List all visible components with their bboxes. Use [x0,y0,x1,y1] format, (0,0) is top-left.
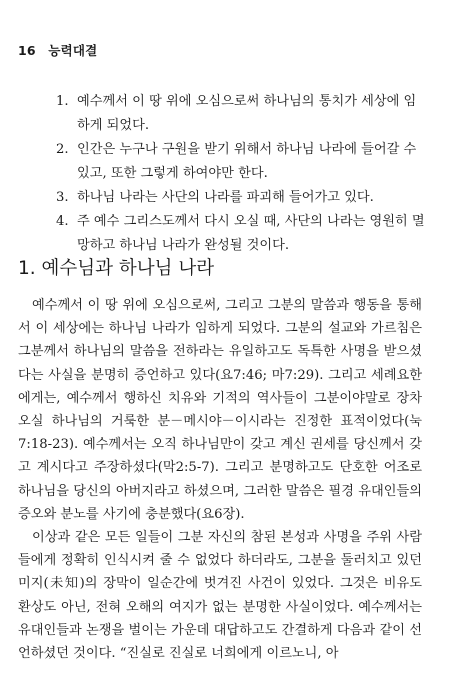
list-item-text: 하나님 나라는 사단의 나라를 파괴해 들어가고 있다. [77,190,374,205]
list-marker: 1. [56,94,69,109]
list-item [56,210,428,258]
list-item [56,138,428,186]
list-item [56,90,428,138]
paragraph: 예수께서 이 땅 위에 오심으로써, 그리고 그분의 말씀과 행동을 통해서 이 세상에는 하나님 나라가 임하게 되었다. 그분의 설교와 가르침은 그분께서 하나님의 말씀을 전하라는 유일하고도 독특한 사명을 받으셨다는 사실을 분명히 증언하고 있다(요7:46; 마7:29). 그리고 세례요한에게는, 예수께서 행하신 치유와 기적의 역사들이 그분이야말로 장차 오실 하나님의 거룩한 분－메시야－이시라는 진정한 표적이었다(눅7:18-23). 예수께서는 오직 하나님만이 갖고 계신 권세를 당신께서 갖고 계시다고 주장하셨다(막2:5-7). 그리고 분명하고도 단호한 어조로 하나님을 당신의 아버지라고 하셨으며, 그러한 말씀은 필경 유대인들의 증오와 분노를 사기에 충분했다(요6장). [18,298,422,522]
list-item-text: 주 예수 그리스도께서 다시 오실 때, 사단의 나라는 영원히 멸망하고 하나님 나라가 완성될 것이다. [77,214,425,253]
running-title: 능력대결 [48,43,98,58]
paragraph: 이상과 같은 모든 일들이 그분 자신의 참된 본성과 사명을 주위 사람들에게 정확히 인식시켜 줄 수 없었다 하더라도, 그분을 둘러치고 있던 미지(未知)의 장막이 일순간에 벗겨진 사건이 있었다. 그것은 비유도 환상도 아닌, 전혀 오해의 여지가 없는 분명한 사실이었다. 예수께서는 유대인들과 논쟁을 벌이는 가운데 대답하고도 간결하게 다음과 같이 선언하셨던 것이다. “진실로 진실로 너희에게 이르노니, 아 [18,530,422,662]
list-marker: 2. [56,142,69,157]
body-text [18,294,422,665]
list-marker: 4. [56,214,69,229]
list-item [56,186,428,210]
section-heading: 1. 예수님과 하나님 나라 [18,258,215,279]
list-item-text: 인간은 누구나 구원을 받기 위해서 하나님 나라에 들어갈 수 있고, 또한 그렇게 하여야만 한다. [77,142,417,181]
list-marker: 3. [56,190,69,205]
list-item-text: 예수께서 이 땅 위에 오심으로써 하나님의 통치가 세상에 임하게 되었다. [77,94,417,133]
running-header [18,41,97,59]
page-number: 16 [18,43,36,58]
summary-list [56,90,428,258]
